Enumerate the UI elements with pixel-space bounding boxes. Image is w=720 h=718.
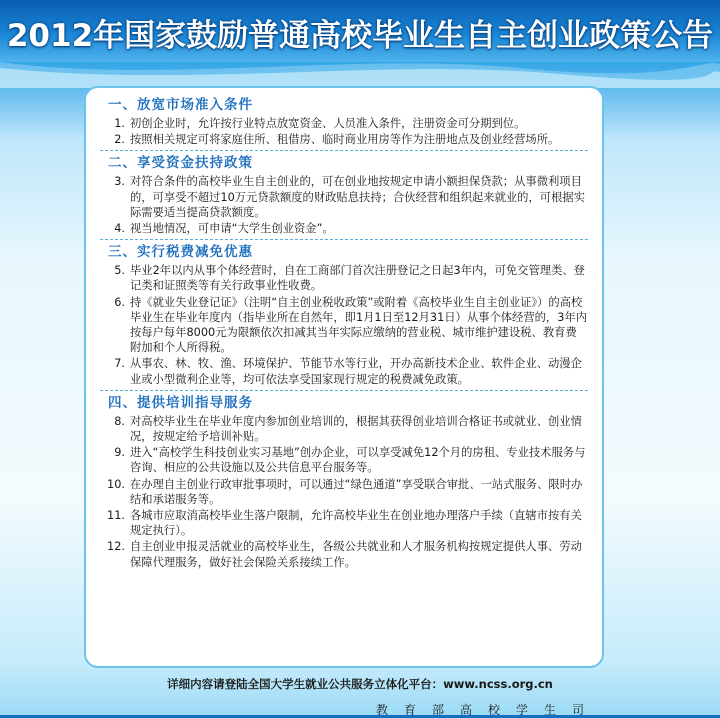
list-item (100, 356, 588, 386)
policy-panel (84, 86, 604, 668)
item-text: 对符合条件的高校毕业生自主创业的，可在创业地按规定申请小额担保贷款；从事微利项目的，可享受不超过10万元贷款额度的财政贴息扶持；合伙经营和组织起来就业的，可根据实际需要适当提高贷款额度。 (130, 175, 585, 219)
item-text: 自主创业申报灵活就业的高校毕业生，各级公共就业和人才服务机构按规定提供人事、劳动保障代理服务，做好社会保险关系接续工作。 (130, 540, 582, 569)
list-item (100, 132, 588, 147)
item-text: 初创企业时，允许按行业特点放宽资金、人员准入条件，注册资金可分期到位。 (130, 117, 526, 130)
footer-signature: 教育部高校学生司 (375, 703, 600, 717)
section-training-services (100, 392, 588, 570)
list-item (100, 295, 588, 356)
list-item (100, 508, 588, 538)
item-number: 2. (114, 133, 125, 147)
item-number: 12. (107, 540, 125, 554)
item-text: 按照相关规定可将家庭住所、租借房、临时商业用房等作为注册地点及创业经营场所。 (130, 133, 560, 147)
list-item (100, 414, 588, 444)
section-heading: 四、提供培训指导服务 (108, 394, 253, 411)
item-number: 11. (107, 509, 125, 523)
list-item (100, 116, 588, 131)
item-text: 视当地情况，可申请“大学生创业资金”。 (130, 222, 334, 236)
section-heading: 三、实行税费减免优惠 (108, 244, 253, 261)
item-text: 在办理自主创业行政审批事项时，可以通过“绿色通道”享受联合审批、一站式服务、限时办结和承诺服务等。 (130, 477, 583, 506)
section-heading: 二、享受资金扶持政策 (108, 155, 253, 172)
item-text: 毕业2年以内从事个体经营时，自在工商部门首次注册登记之日起3年内，可免交管理类、登记类和证照类等有关行政事业性收费。 (130, 264, 585, 293)
banner-wave-decoration (0, 48, 720, 88)
section-heading: 一、放宽市场准入条件 (108, 97, 253, 113)
item-number: 7. (114, 357, 125, 371)
item-number: 5. (114, 264, 125, 278)
list-item (100, 174, 588, 220)
section-divider (100, 239, 588, 240)
list-item (100, 477, 588, 507)
item-text: 从事农、林、牧、渔、环境保护、节能节水等行业，开办高新技术企业、软件企业、动漫企业或小型微利企业等，均可依法享受国家现行规定的税费减免政策。 (130, 357, 582, 386)
item-text: 各城市应取消高校毕业生落户限制，允许高校毕业生在创业地办理落户手续（直辖市按有关规定执行）。 (130, 509, 582, 538)
item-number: 4. (114, 222, 125, 236)
item-text: 对高校毕业生在毕业年度内参加创业培训的，根据其获得创业培训合格证书或就业、创业情况，按规定给予培训补贴。 (130, 414, 582, 444)
item-number: 9. (114, 446, 125, 460)
item-number: 8. (114, 414, 125, 428)
list-item (100, 445, 588, 475)
section-market-access (100, 94, 588, 147)
section-divider (100, 150, 588, 151)
item-text: 进入“高校学生科技创业实习基地”创办企业，可以享受减免12个月的房租、专业技术服务与咨询、相应的公共设施以及公共信息平台服务等。 (130, 446, 586, 475)
item-text: 持《就业失业登记证》（注明“自主创业税收政策”或附着《高校毕业生自主创业证》）的高校毕业生在毕业年度内（指毕业所在自然年，即1月1日至12月31日）从事个体经营的，3年内按每户每年8000元为限额依次扣减其当年实际应缴纳的营业税、城市维护建设税、教育费附加和个人所得税。 (130, 295, 588, 355)
list-item (100, 539, 588, 569)
list-item (100, 263, 588, 293)
item-number: 1. (114, 117, 125, 130)
section-divider (100, 390, 588, 391)
section-funding-support (100, 152, 588, 236)
item-number: 10. (107, 477, 125, 491)
item-number: 3. (114, 175, 125, 189)
footer-info: 详细内容请登陆全国大学生就业公共服务立体化平台：www.ncss.org.cn (167, 677, 553, 691)
section-tax-relief (100, 241, 588, 387)
list-item (100, 221, 588, 236)
page-title: 2012年国家鼓励普通高校毕业生自主创业政策公告 (6, 18, 714, 54)
item-number: 6. (114, 295, 125, 309)
